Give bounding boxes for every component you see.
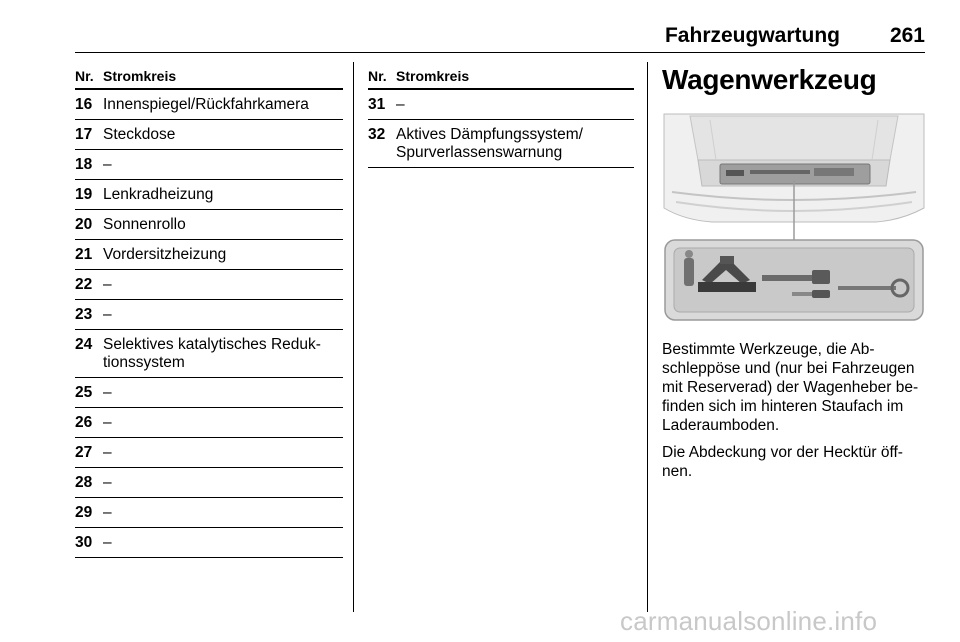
body-paragraph: Bestimmte Werkzeuge, die Ab-schleppöse und (nur bei Fahrzeugen mit Reserverad) der Wagenheber be-finden sich im hinteren Staufach im Laderaumboden. bbox=[662, 341, 919, 434]
circuit-name: – bbox=[103, 414, 112, 431]
fuse-number: 23 bbox=[75, 306, 93, 323]
circuit-name: Lenkradheizung bbox=[103, 186, 214, 203]
circuit-name: Vordersitzheizung bbox=[103, 246, 227, 263]
table-row bbox=[75, 468, 343, 498]
circuit-name: Steckdose bbox=[103, 126, 176, 143]
table-row bbox=[368, 90, 634, 120]
circuit-name: – bbox=[103, 474, 112, 491]
fuse-number: 21 bbox=[75, 246, 93, 263]
table-header bbox=[368, 66, 634, 90]
circuit-name: Selektives katalytisches Reduk-tionssystem bbox=[103, 336, 321, 371]
table-body bbox=[368, 90, 634, 168]
fuse-number: 30 bbox=[75, 534, 93, 551]
column-divider bbox=[353, 62, 354, 612]
circuit-name: – bbox=[103, 384, 112, 401]
fuse-number: 17 bbox=[75, 126, 93, 143]
table-row bbox=[75, 300, 343, 330]
page-number: 261 bbox=[889, 24, 925, 47]
section-heading: Wagenwerkzeug bbox=[662, 64, 877, 95]
fuse-number: 16 bbox=[75, 96, 93, 113]
circuit-name: – bbox=[396, 96, 405, 113]
table-row bbox=[368, 120, 634, 168]
fuse-number: 28 bbox=[75, 474, 93, 491]
circuit-name: Aktives Dämpfungssystem/ Spurverlassenswarnung bbox=[396, 126, 583, 161]
tool-section bbox=[662, 62, 926, 481]
column-header-nr: Nr. bbox=[368, 68, 387, 84]
table-row bbox=[75, 438, 343, 468]
fuse-number: 29 bbox=[75, 504, 93, 521]
circuit-name: – bbox=[103, 306, 112, 323]
column-header-nr: Nr. bbox=[75, 68, 94, 84]
column-header-circuit: Stromkreis bbox=[103, 68, 177, 84]
table-row bbox=[75, 408, 343, 438]
table-header bbox=[75, 66, 343, 90]
column-header-circuit: Stromkreis bbox=[396, 68, 470, 84]
fuse-number: 20 bbox=[75, 216, 93, 233]
column-divider bbox=[647, 62, 648, 612]
table-row bbox=[75, 120, 343, 150]
fuse-number: 27 bbox=[75, 444, 93, 461]
header-rule bbox=[75, 52, 925, 53]
circuit-name: – bbox=[103, 444, 112, 461]
circuit-name: – bbox=[103, 534, 112, 551]
fuse-number: 26 bbox=[75, 414, 93, 431]
circuit-name: Innenspiegel/Rückfahrkamera bbox=[103, 96, 309, 113]
table-row bbox=[75, 180, 343, 210]
circuit-name: – bbox=[103, 504, 112, 521]
fuse-number: 24 bbox=[75, 336, 93, 353]
circuit-name: – bbox=[103, 276, 112, 293]
circuit-name: – bbox=[103, 156, 112, 173]
fuse-number: 18 bbox=[75, 156, 93, 173]
table-row bbox=[75, 528, 343, 558]
table-row bbox=[75, 240, 343, 270]
fuse-number: 31 bbox=[368, 96, 386, 113]
table-row bbox=[75, 210, 343, 240]
fuse-table-left bbox=[75, 66, 343, 558]
fuse-number: 32 bbox=[368, 126, 386, 143]
watermark: carmanualsonline.info bbox=[620, 606, 878, 636]
fuse-number: 22 bbox=[75, 276, 93, 293]
table-body bbox=[75, 90, 343, 558]
body-paragraph: Die Abdeckung vor der Hecktür öff-nen. bbox=[662, 444, 903, 480]
header-title: Fahrzeugwartung bbox=[664, 24, 840, 47]
fuse-number: 19 bbox=[75, 186, 93, 203]
vehicle-tools-illustration bbox=[662, 112, 926, 324]
table-row bbox=[75, 498, 343, 528]
table-row bbox=[75, 330, 343, 378]
table-row bbox=[75, 270, 343, 300]
fuse-table-right bbox=[368, 66, 634, 168]
table-row bbox=[75, 150, 343, 180]
fuse-number: 25 bbox=[75, 384, 93, 401]
table-row bbox=[75, 378, 343, 408]
table-row bbox=[75, 90, 343, 120]
circuit-name: Sonnenrollo bbox=[103, 216, 186, 233]
